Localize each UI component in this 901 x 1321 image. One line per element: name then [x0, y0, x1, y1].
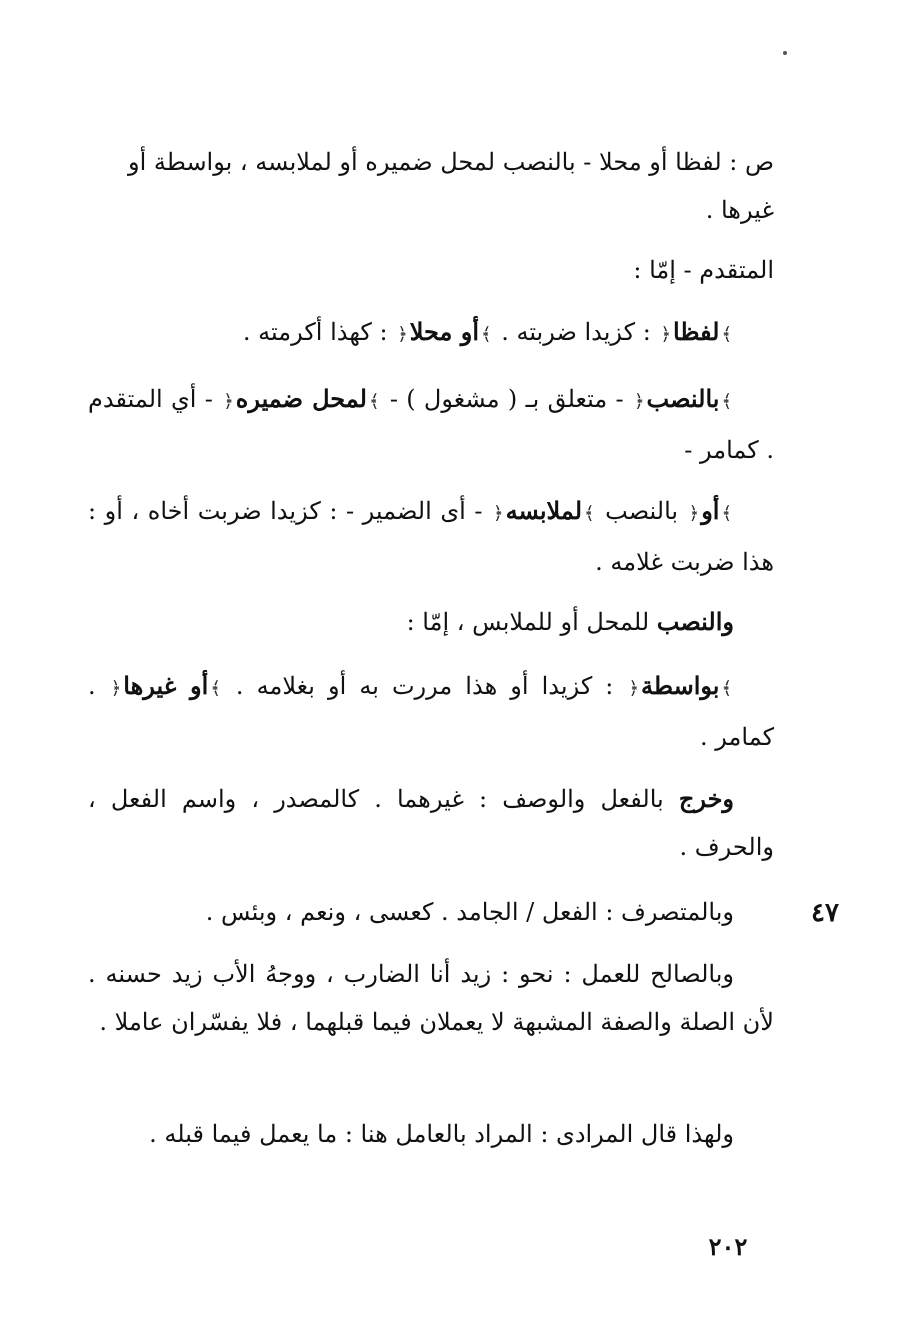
matn-term: بالنصب — [646, 384, 720, 413]
ornament-icon: ﴾ — [721, 503, 732, 524]
matn-term: لملابسه — [505, 496, 583, 525]
gloss-line-1: ص : لفظا أو محلا - بالنصب لمحل ضميره أو لملابسه ، بواسطة أو — [128, 148, 774, 176]
page-number: ٢٠٢ — [708, 1232, 748, 1261]
para-nasb — [88, 375, 774, 474]
commentary-text: للمحل أو للملابس ، إمّا : — [406, 608, 657, 636]
commentary-text: بالفعل والوصف : غيرهما . كالمصدر ، واسم الفعل ، والحرف . — [88, 785, 774, 861]
ornament-icon: ﴾ — [584, 503, 595, 524]
ornament-icon: ﴿ — [633, 391, 645, 412]
commentary-text: بالنصب — [596, 497, 687, 525]
ornament-icon: ﴾ — [481, 324, 492, 345]
para-mutaqaddim: المتقدم - إمّا : — [633, 256, 774, 284]
ornament-icon: ﴿ — [493, 503, 504, 524]
ornament-icon: ﴿ — [110, 678, 122, 699]
commentary-text: : كزيدا أو هذا مررت به أو بغلامه . — [222, 672, 627, 700]
commentary-text: : كزيدا ضربته . — [493, 318, 659, 346]
para-muradi: ولهذا قال المرادى : المراد بالعامل هنا : ما يعمل فيما قبله . — [149, 1120, 734, 1148]
para-biwasita — [88, 662, 774, 761]
gloss-text — [88, 138, 774, 234]
commentary-text: . كمامر . — [88, 672, 774, 751]
ornament-icon: ﴾ — [721, 324, 732, 345]
ornament-icon: ﴾ — [210, 678, 221, 699]
matn-term: بواسطة — [641, 671, 720, 700]
para-aw — [88, 487, 774, 586]
para-kharaja — [88, 775, 774, 871]
ornament-icon: ﴿ — [660, 324, 671, 345]
para-wannasb — [88, 598, 774, 646]
ornament-icon: ﴿ — [397, 324, 408, 345]
matn-term: أو — [701, 496, 720, 525]
ornament-icon: ﴿ — [688, 503, 700, 524]
ornament-icon: ﴾ — [721, 678, 732, 699]
matn-term: لمحل ضميره — [235, 384, 367, 413]
commentary-text: : كهذا أكرمته . — [242, 318, 396, 346]
para-mutasarrif: وبالمتصرف : الفعل / الجامد . كعسى ، ونعم ، وبئس . — [205, 898, 734, 926]
matn-term: أو محلا — [409, 317, 480, 346]
ornament-icon: ﴿ — [628, 678, 640, 699]
speck — [783, 51, 787, 55]
matn-term: وخرج — [678, 784, 734, 813]
ornament-icon: ﴾ — [368, 391, 380, 412]
matn-term: لفظا — [673, 317, 720, 346]
margin-number: ٤٧ — [811, 898, 839, 928]
para-lafzan — [88, 308, 774, 359]
matn-term: والنصب — [656, 607, 734, 636]
ornament-icon: ﴿ — [223, 391, 234, 412]
matn-term: أو غيرها — [123, 671, 209, 700]
commentary-text: - متعلق بـ ( مشغول ) - — [381, 385, 632, 413]
para-salih: وبالصالح للعمل : نحو : زيد أنا الضارب ، ووجهُ الأب زيد حسنه . لأن الصلة والصفة المشبهة لا يعملان فيما قبلهما ، فلا يفسّران عاملا . — [88, 960, 774, 1036]
ornament-icon: ﴾ — [721, 391, 732, 412]
commentary-text: - أى الضمير - : كزيدا ضربت أخاه ، أو : هذا ضربت غلامه . — [88, 497, 774, 576]
commentary-text: - أي المتقدم . كمامر - — [88, 385, 774, 464]
gloss-line-2: غيرها . — [705, 196, 774, 224]
